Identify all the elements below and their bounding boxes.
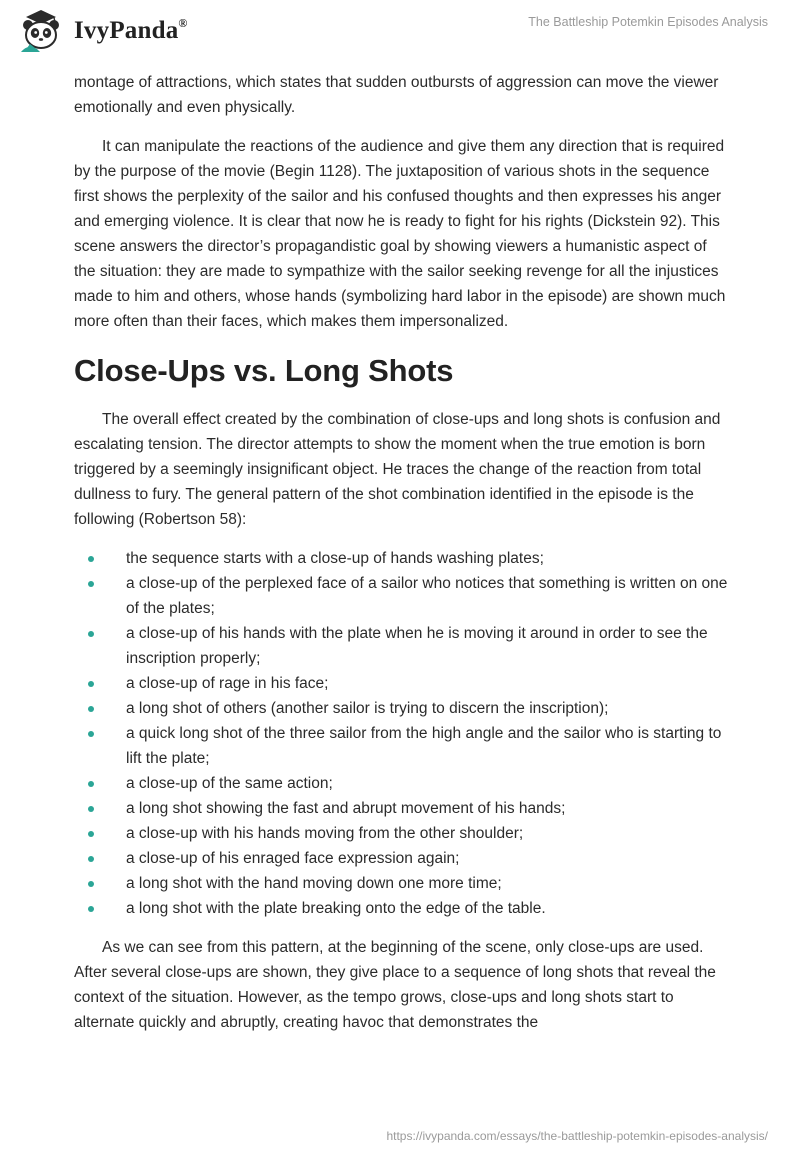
bullet-icon xyxy=(88,856,94,862)
list-item: a close-up of his hands with the plate when he is moving it around in order to see the inscription properly; xyxy=(74,621,730,671)
section-heading: Close-Ups vs. Long Shots xyxy=(74,353,454,388)
shot-pattern-list xyxy=(74,546,730,921)
page-header xyxy=(0,0,800,70)
document-title: The Battleship Potemkin Episodes Analysis xyxy=(528,15,768,29)
bullet-icon xyxy=(88,581,94,587)
bullet-icon xyxy=(88,806,94,812)
bullet-icon xyxy=(88,781,94,787)
bullet-icon xyxy=(88,556,94,562)
source-url[interactable]: https://ivypanda.com/essays/the-battleship-potemkin-episodes-analysis/ xyxy=(386,1129,768,1143)
paragraph: The overall effect created by the combination of close-ups and long shots is confusion and escalating tension. The director attempts to show the moment when the true emotion is born triggered by a seemingly insignificant object. He traces the change of the reaction from total dullness to fury. The general pattern of the shot combination identified in the episode is the following (Robertson 58): xyxy=(74,411,721,528)
list-item: a long shot of others (another sailor is trying to discern the inscription); xyxy=(74,696,730,721)
list-item: a long shot with the hand moving down one more time; xyxy=(74,871,730,896)
bullet-icon xyxy=(88,731,94,737)
bullet-icon xyxy=(88,631,94,637)
list-item: a close-up of the perplexed face of a sailor who notices that something is written on one of the plates; xyxy=(74,571,730,621)
list-item: a quick long shot of the three sailor from the high angle and the sailor who is starting to lift the plate; xyxy=(74,721,730,771)
essay-body xyxy=(74,70,730,1049)
list-item: a long shot with the plate breaking onto the edge of the table. xyxy=(74,896,730,921)
list-item: a close-up of his enraged face expression again; xyxy=(74,846,730,871)
bullet-icon xyxy=(88,706,94,712)
bullet-icon xyxy=(88,906,94,912)
list-item: a close-up with his hands moving from the other shoulder; xyxy=(74,821,730,846)
bullet-icon xyxy=(88,831,94,837)
paragraph: It can manipulate the reactions of the audience and give them any direction that is required by the purpose of the movie (Begin 1128). The juxtaposition of various shots in the sequence first shows the perplexity of the sailor and his confused thoughts and then expresses his anger and emerging violence. It is clear that now he is ready to fight for his rights (Dickstein 92). This scene answers the director’s propagandistic goal by showing viewers a humanistic aspect of the situation: they are made to sympathize with the sailor seeking revenge for all the injustices made to him and others, whose hands (symbolizing hard labor in the episode) are shown much more often than their faces, which makes them impersonalized. xyxy=(74,138,726,330)
list-item: a close-up of rage in his face; xyxy=(74,671,730,696)
panda-graduate-icon xyxy=(16,8,66,54)
list-item: a long shot showing the fast and abrupt movement of his hands; xyxy=(74,796,730,821)
paragraph-continuation: montage of attractions, which states that sudden outbursts of aggression can move the viewer emotionally and even physically. xyxy=(74,74,719,116)
paragraph: As we can see from this pattern, at the beginning of the scene, only close-ups are used. After several close-ups are shown, they give place to a sequence of long shots that reveal the context of the situation. However, as the tempo grows, close-ups and long shots start to alternate quickly and abruptly, creating havoc that demonstrates the xyxy=(74,939,716,1031)
brand-name: IvyPanda® xyxy=(74,15,188,44)
list-item: the sequence starts with a close-up of hands washing plates; xyxy=(74,546,730,571)
bullet-icon xyxy=(88,881,94,887)
ivypanda-logo[interactable] xyxy=(16,8,188,54)
list-item: a close-up of the same action; xyxy=(74,771,730,796)
bullet-icon xyxy=(88,681,94,687)
